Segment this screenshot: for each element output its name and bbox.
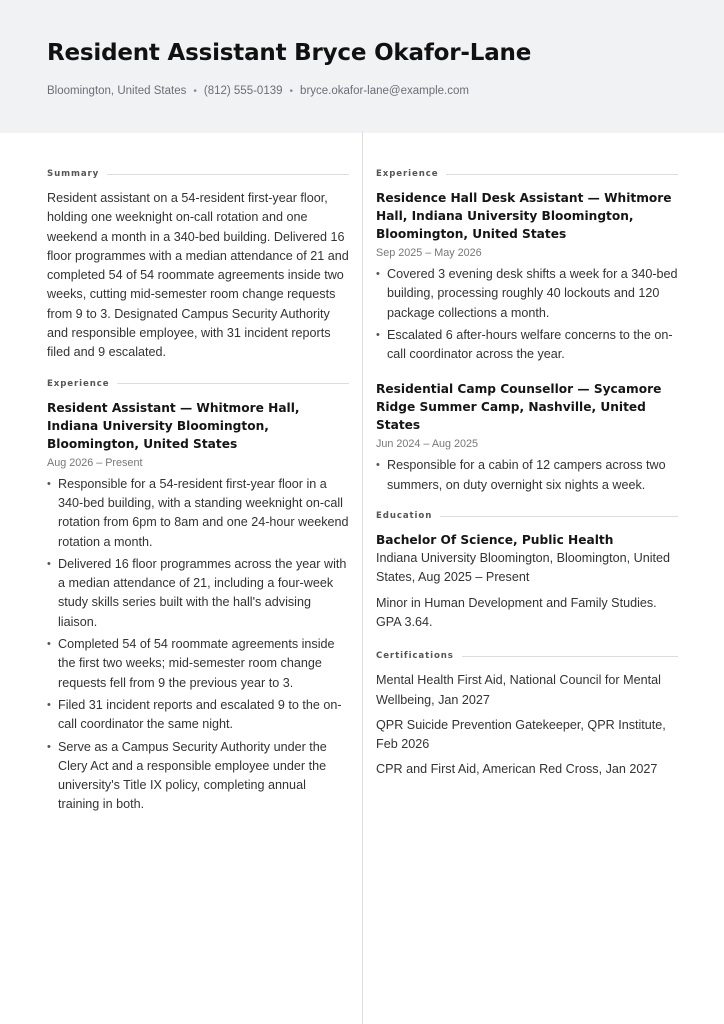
certification-item: CPR and First Aid, American Red Cross, Jan 2027 [376, 762, 658, 777]
job-entry [376, 380, 678, 495]
section-rule [107, 174, 349, 175]
job-bullet: • Completed 54 of 54 roommate agreements inside the first two weeks; mid-semester room change requests fell from 9 the previous year to 3. [47, 635, 349, 693]
job-title: Residential Camp Counsellor — Sycamore Ridge Summer Camp, Nashville, United States [376, 382, 662, 433]
job-bullet: • Delivered 16 floor programmes across the year with a median attendance of 21, including a four-week study skills series built with the hall's advising liaison. [47, 555, 349, 632]
job-bullets [47, 475, 349, 815]
section-rule [446, 174, 678, 175]
section-title-experience: Experience [376, 169, 678, 179]
job-bullet: • Responsible for a cabin of 12 campers across two summers, on duty overnight six nights a week. [376, 456, 678, 495]
degree-title: Bachelor Of Science, Public Health [376, 533, 614, 548]
education-note: Minor in Human Development and Family Studies. GPA 3.64. [376, 595, 657, 629]
section-title-education: Education [376, 511, 678, 521]
contact-line [47, 85, 677, 97]
job-bullet: • Responsible for a 54-resident first-year floor in a 340-bed building, with a standing weeknight on-call rotation from 6pm to 8am and one 24-hour weekend rotation a month. [47, 475, 349, 552]
certification-item: QPR Suicide Prevention Gatekeeper, QPR Institute, Feb 2026 [376, 717, 666, 752]
job-entry [376, 189, 678, 364]
job-bullets [376, 456, 678, 495]
job-bullet: • Covered 3 evening desk shifts a week for a 340-bed building, processing roughly 40 lockouts and 120 package collections a month. [376, 265, 678, 323]
resume-header [0, 0, 724, 133]
column-divider [362, 131, 363, 1024]
job-bullet: • Serve as a Campus Security Authority under the Clery Act and a responsible employee under the university's Title IX policy, completing annual training in both. [47, 738, 349, 815]
job-bullet: • Escalated 6 after-hours welfare concerns to the on-call coordinator across the year. [376, 326, 678, 365]
section-rule [440, 516, 678, 517]
job-dates: Sep 2025 – May 2026 [376, 247, 482, 259]
job-dates: Aug 2026 – Present [47, 456, 143, 469]
location-text: Bloomington, United States [47, 85, 187, 97]
right-column [376, 169, 678, 786]
contact-separator: • [193, 86, 197, 97]
job-bullets [376, 265, 678, 364]
left-column [47, 169, 349, 818]
school-text: Indiana University Bloomington, Bloomington, United States, Aug 2025 – Present [376, 551, 671, 585]
email-text: bryce.okafor-lane@example.com [300, 85, 469, 97]
phone-text: (812) 555-0139 [203, 85, 283, 97]
job-dates: Jun 2024 – Aug 2025 [376, 438, 479, 451]
job-title: Resident Assistant — Whitmore Hall, Indiana University Bloomington, Bloomington, United States [47, 400, 300, 451]
job-title: Residence Hall Desk Assistant — Whitmore Hall, Indiana University Bloomington, Bloomington, United States [376, 191, 672, 241]
job-entry [47, 399, 349, 815]
contact-separator: • [289, 86, 294, 97]
section-title-experience: Experience [47, 379, 349, 389]
summary-text: Resident assistant on a 54-resident first-year floor, holding one weeknight on-call rotation and one weekend a month in a 340-bed building. Delivered 16 floor programmes with a median attendance of 21 and completed 54 of 54 roommate agreements inside two weeks, cutting mid-semester room change requests from 9 to 3. Designated Campus Security Authority and responsible employee, with 31 incident reports filed and 9 escalated. [47, 191, 349, 360]
section-title-summary: Summary [47, 169, 349, 179]
section-rule [117, 383, 349, 384]
section-rule [462, 656, 678, 657]
certification-item: Mental Health First Aid, National Council for Mental Wellbeing, Jan 2027 [376, 673, 661, 707]
section-title-certifications: Certifications [376, 651, 678, 661]
job-bullet: • Filed 31 incident reports and escalated 9 to the on-call coordinator the same night. [47, 696, 349, 735]
candidate-name: Resident Assistant Bryce Okafor-Lane [47, 40, 532, 66]
